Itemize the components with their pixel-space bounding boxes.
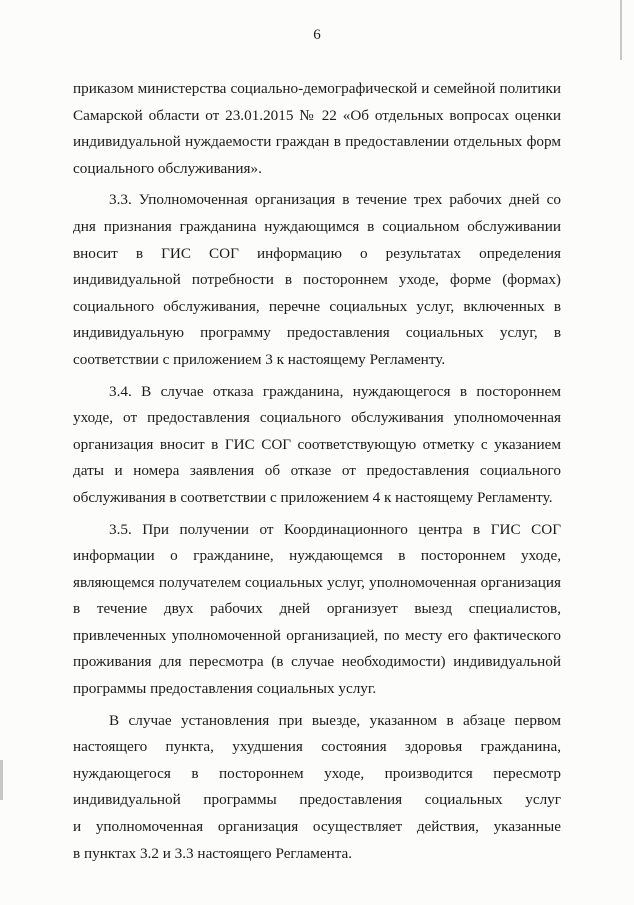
text-line: обслуживания в соответствии с приложением 4 к настоящему Регламенту. bbox=[73, 488, 553, 506]
paragraph-3-5 bbox=[73, 517, 561, 703]
text-line: социального обслуживания, перечне социальных услуг, включенных в bbox=[73, 297, 561, 315]
text-line: 3.5. При получении от Координационного центра в ГИС СОГ bbox=[109, 520, 561, 538]
text-line: даты и номера заявления об отказе от предоставления социального bbox=[73, 462, 561, 480]
text-line: 3.4. В случае отказа гражданина, нуждающегося в постороннем bbox=[109, 382, 561, 400]
page-number: 6 bbox=[313, 27, 321, 43]
text-line: индивидуальной программы предоставления социальных услуг bbox=[73, 791, 561, 809]
text-line: соответствии с приложением 3 к настоящему Регламенту. bbox=[73, 350, 446, 368]
text-line: дня признания гражданина нуждающимся в социальном обслуживании bbox=[73, 217, 561, 235]
text-line: уходе, от предоставления социального обслуживания уполномоченная bbox=[73, 409, 561, 427]
text-line: информации о гражданине, нуждающемся в постороннем уходе, bbox=[73, 547, 561, 565]
text-line: организация вносит в ГИС СОГ соответствующую отметку с указанием bbox=[73, 435, 561, 453]
text-line: В случае установления при выезде, указанном в абзаце первом bbox=[109, 711, 561, 729]
paragraph-3-5-second bbox=[73, 708, 561, 868]
text-line: являющемся получателем социальных услуг, уполномоченная организация bbox=[73, 573, 561, 591]
text-line: индивидуальную программу предоставления социальных услуг, в bbox=[73, 324, 561, 342]
text-line: социального обслуживания». bbox=[73, 159, 262, 177]
text-line: и уполномоченная организация осуществляет действия, указанные bbox=[73, 818, 561, 836]
text-line: в течение двух рабочих дней организует выезд специалистов, bbox=[73, 600, 561, 618]
paragraph-3-3 bbox=[73, 187, 561, 373]
text-line: 3.3. Уполномоченная организация в течение трех рабочих дней со bbox=[109, 191, 561, 209]
scan-artifact bbox=[0, 760, 3, 800]
text-line: приказом министерства социально-демографической и семейной политики bbox=[73, 80, 561, 97]
text-line: индивидуальной потребности в постороннем уходе, форме (формах) bbox=[73, 271, 561, 289]
text-line: Самарской области от 23.01.2015 № 22 «Об отдельных вопросах оценки bbox=[73, 106, 561, 124]
paragraph-3-4 bbox=[73, 379, 561, 512]
text-line: вносит в ГИС СОГ информацию о результатах определения bbox=[73, 244, 561, 262]
text-line: в пунктах 3.2 и 3.3 настоящего Регламента. bbox=[73, 844, 353, 862]
text-line: настоящего пункта, ухудшения состояния здоровья гражданина, bbox=[73, 738, 561, 756]
text-line: программы предоставления социальных услуг. bbox=[73, 680, 377, 698]
scan-artifact bbox=[620, 0, 622, 60]
text-line: нуждающегося в постороннем уходе, производится пересмотр bbox=[73, 764, 561, 782]
text-line: привлеченных уполномоченной организацией, по месту его фактического bbox=[73, 626, 561, 644]
text-line: индивидуальной нуждаемости граждан в предоставлении отдельных форм bbox=[73, 133, 561, 151]
document-body bbox=[73, 76, 561, 872]
text-line: проживания для пересмотра (в случае необходимости) индивидуальной bbox=[73, 653, 561, 671]
paragraph-continuation bbox=[73, 76, 561, 182]
